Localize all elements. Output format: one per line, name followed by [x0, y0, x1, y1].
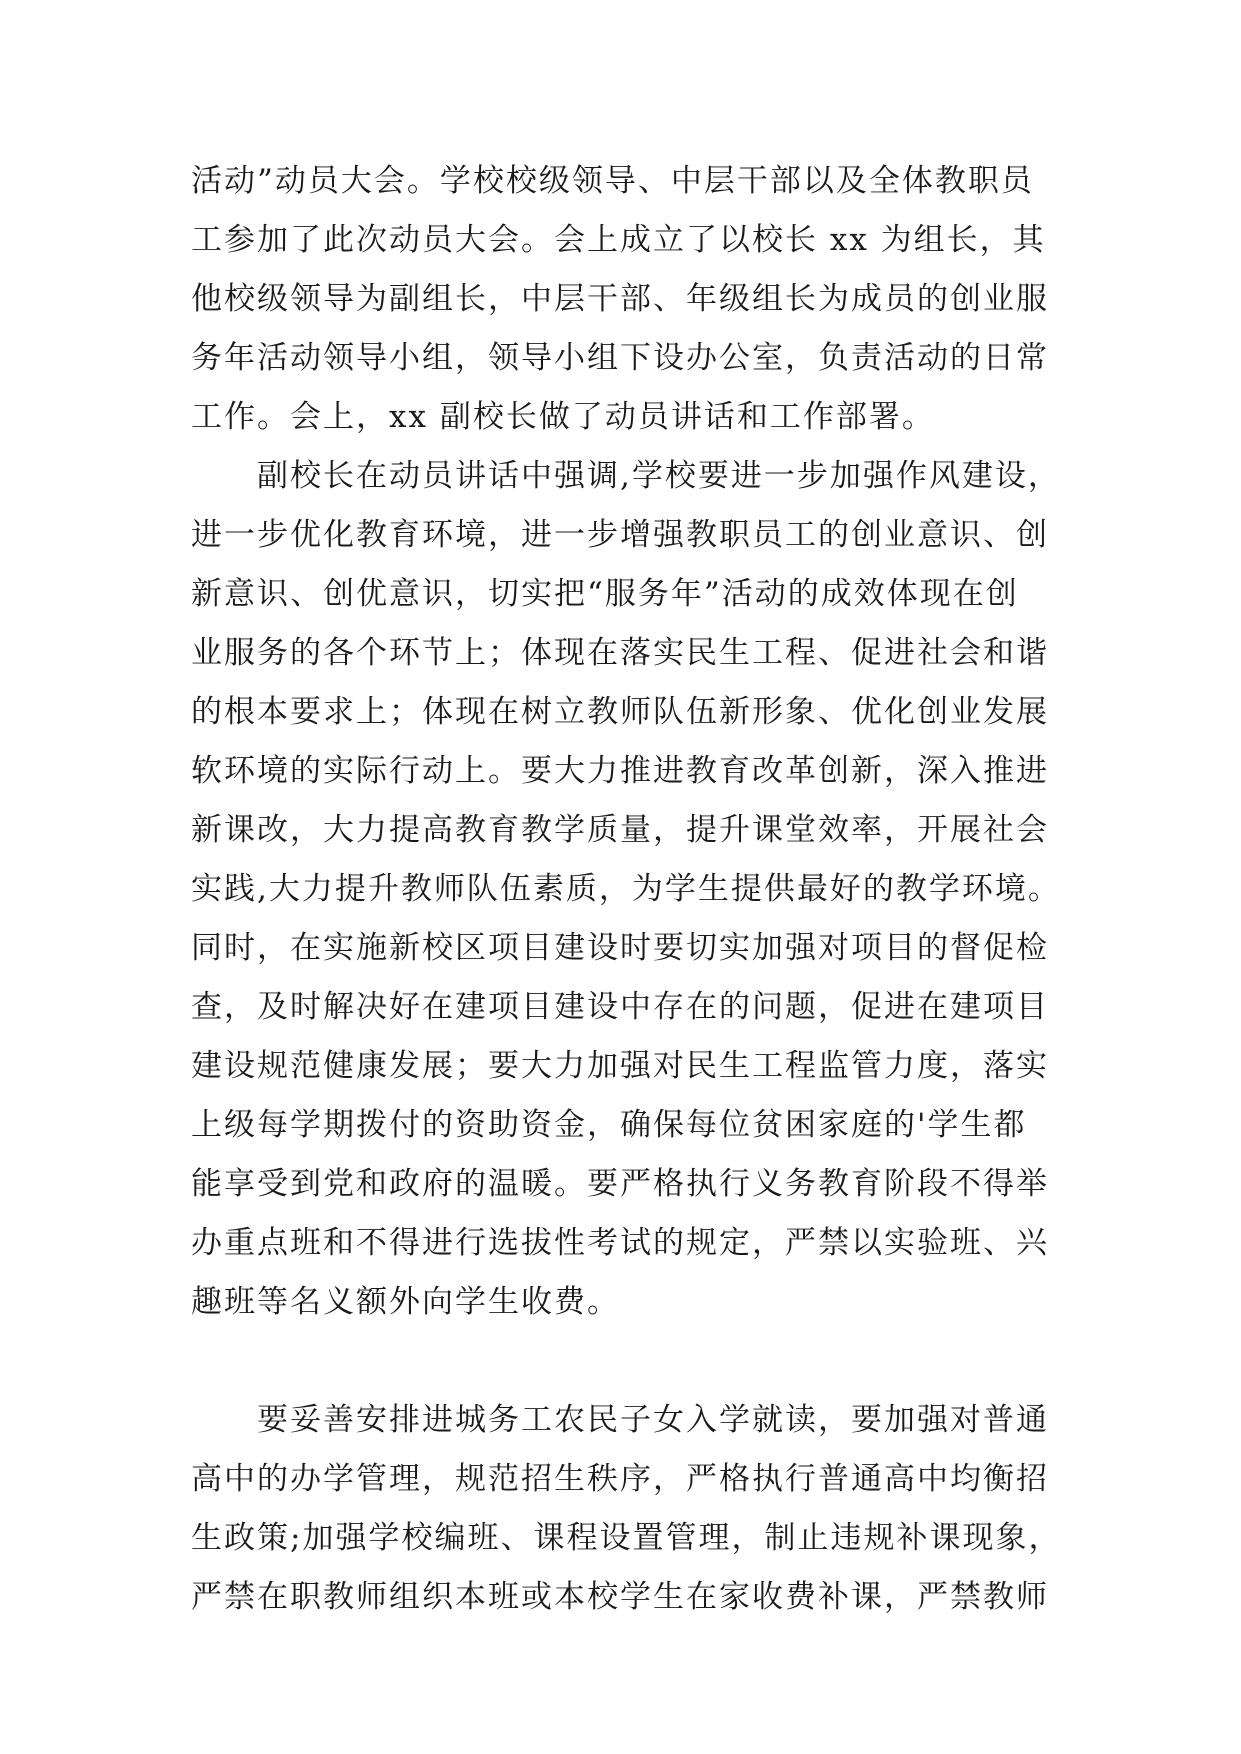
text-line: 务年活动领导小组，领导小组下设办公室，负责活动的日常 [191, 340, 1049, 376]
text-line: 要妥善安排进城务工农民子女入学就读，要加强对普通 [257, 1402, 1049, 1438]
text-line: 软环境的实际行动上。要大力推进教育改革创新，深入推进 [191, 753, 1049, 789]
text-line: 工作。会上，xx 副校长做了动员讲话和工作部署。 [191, 399, 935, 435]
text-line [191, 1332, 1051, 1391]
document-body [191, 152, 1062, 1627]
text-line: 趣班等名义额外向学生收费。 [191, 1284, 620, 1320]
text-line: 上级每学期拨付的资助资金，确保每位贫困家庭的'学生都 [191, 1107, 1027, 1143]
paragraph-2 [191, 447, 1061, 1391]
text-line: 生政策;加强学校编班、课程设置管理，制止违规补课现象， [191, 1520, 1062, 1556]
text-line: 他校级领导为副组长，中层干部、年级组长为成员的创业服 [191, 281, 1049, 317]
text-line: 业服务的各个环节上；体现在落实民生工程、促进社会和谐 [191, 635, 1049, 671]
text-line: 新课改，大力提高教育教学质量，提升课堂效率，开展社会 [191, 812, 1049, 848]
text-line: 进一步优化教育环境，进一步增强教职员工的创业意识、创 [191, 517, 1049, 553]
text-line: 能享受到党和政府的温暖。要严格执行义务教育阶段不得举 [191, 1166, 1049, 1202]
text-line: 工参加了此次动员大会。会上成立了以校长 xx 为组长，其 [191, 222, 1046, 258]
text-line: 建设规范健康发展；要大力加强对民生工程监管力度，落实 [191, 1048, 1049, 1084]
text-line: 高中的办学管理，规范招生秩序，严格执行普通高中均衡招 [191, 1461, 1049, 1497]
text-line: 实践,大力提升教师队伍素质，为学生提供最好的教学环境。 [191, 871, 1061, 907]
paragraph-3 [191, 1391, 1062, 1627]
text-line: 活动”动员大会。学校校级领导、中层干部以及全体教职员 [191, 163, 1034, 199]
text-line: 严禁在职教师组织本班或本校学生在家收费补课，严禁教师 [191, 1579, 1049, 1615]
text-line: 副校长在动员讲话中强调,学校要进一步加强作风建设， [257, 458, 1061, 494]
text-line: 的根本要求上；体现在树立教师队伍新形象、优化创业发展 [191, 694, 1049, 730]
text-line: 办重点班和不得进行选拔性考试的规定，严禁以实验班、兴 [191, 1225, 1049, 1261]
text-line: 同时，在实施新校区项目建设时要切实加强对项目的督促检 [191, 930, 1049, 966]
text-line: 新意识、创优意识，切实把“服务年”活动的成效体现在创 [191, 576, 1019, 612]
text-line: 查，及时解决好在建项目建设中存在的问题，促进在建项目 [191, 989, 1049, 1025]
paragraph-1 [191, 152, 1051, 447]
